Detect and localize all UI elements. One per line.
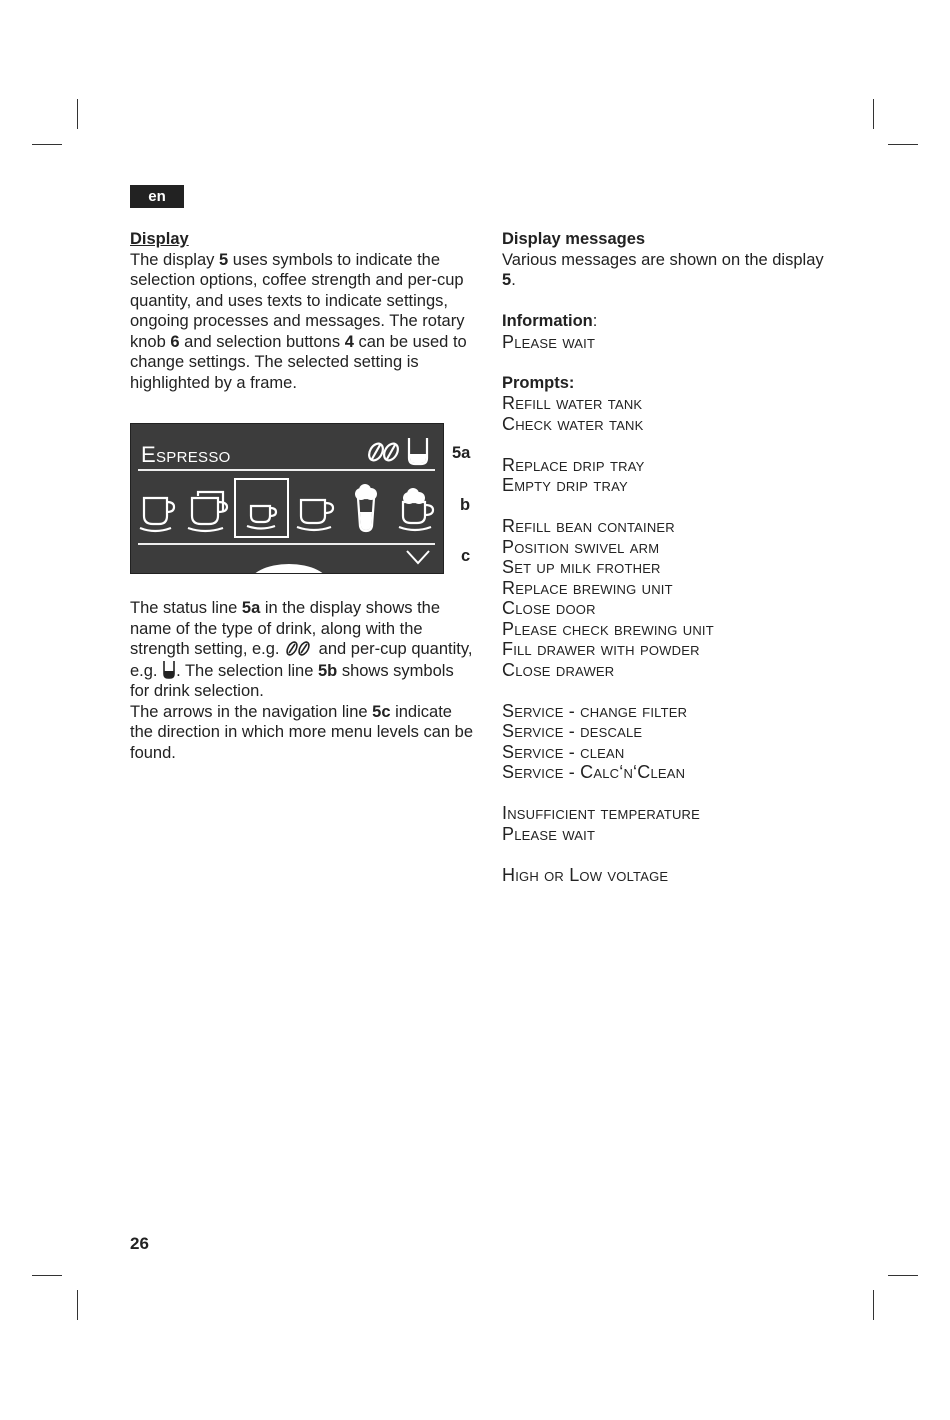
message-item: Service - change filter xyxy=(502,700,688,721)
rotary-knob xyxy=(249,564,329,574)
prompts-heading: Prompts: xyxy=(502,373,575,392)
chevron-down-icon xyxy=(405,548,431,566)
coffee-cup-icon xyxy=(297,500,333,530)
crop-mark xyxy=(32,144,62,145)
selection-line xyxy=(131,476,443,540)
left-column xyxy=(130,229,475,393)
message-item: Set up milk frother xyxy=(502,557,661,577)
prompts-list xyxy=(502,393,832,885)
section-title-display: Display xyxy=(130,230,189,248)
navigation-line-description: The arrows in the navigation line 5c indicate the direction in which more menu levels can be found. xyxy=(130,702,474,762)
message-item: Position swivel arm xyxy=(502,536,660,557)
message-item: Service - Calc‘n‘Clean xyxy=(502,762,686,782)
cup-quantity-icon xyxy=(162,660,176,679)
crop-mark xyxy=(873,1290,874,1320)
display-messages-intro: Various messages are shown on the display 5. xyxy=(502,250,824,289)
language-tag: en xyxy=(130,185,184,208)
message-item: Replace brewing unit xyxy=(502,577,673,598)
crop-mark xyxy=(77,99,78,129)
status-icons xyxy=(367,436,429,468)
small-cup-icon xyxy=(247,506,276,529)
message-item: Service - clean xyxy=(502,741,625,762)
latte-macchiato-icon xyxy=(355,484,377,531)
cup-quantity-icon xyxy=(409,438,427,464)
coffee-beans-icon xyxy=(367,441,401,463)
figure-label-5a: 5a xyxy=(452,444,471,462)
right-column xyxy=(502,229,832,885)
message-item: Please wait xyxy=(502,331,596,352)
message-item: High or Low voltage xyxy=(502,864,669,885)
message-item: Check water tank xyxy=(502,413,644,434)
double-cup-icon xyxy=(188,492,227,531)
information-list xyxy=(502,332,832,353)
crop-mark xyxy=(32,1275,62,1276)
message-item: Close door xyxy=(502,598,596,618)
message-item: Refill water tank xyxy=(502,393,643,413)
message-item: Please wait xyxy=(502,823,596,844)
crop-mark xyxy=(888,1275,918,1276)
navigation-line xyxy=(138,543,435,545)
figure-label-c: c xyxy=(461,547,471,565)
message-item: Empty drip tray xyxy=(502,475,628,495)
coffee-beans-icon xyxy=(284,640,314,657)
information-heading: Information: xyxy=(502,312,598,330)
crop-mark xyxy=(873,99,874,129)
message-item: Insufficient temperature xyxy=(502,803,701,823)
display-illustration xyxy=(130,423,444,574)
crop-mark xyxy=(77,1290,78,1320)
crop-mark xyxy=(888,144,918,145)
message-item: Refill bean container xyxy=(502,516,675,536)
section-title-display-messages: Display messages xyxy=(502,230,646,248)
figure-label-b: b xyxy=(460,496,471,514)
page-number: 26 xyxy=(130,1234,149,1253)
status-line-description: The status line 5a in the display shows the name of the type of drink, along with the strength setting, e.g. and per-cup quantity, e.g. . The selection line 5b shows symbols for drink selection. xyxy=(130,599,473,700)
drink-name: Espresso xyxy=(141,442,231,467)
left-column-lower xyxy=(130,598,475,763)
cappuccino-icon xyxy=(399,488,433,530)
espresso-cup-icon xyxy=(140,498,174,531)
message-item: Fill drawer with powder xyxy=(502,639,700,659)
message-item: Service - descale xyxy=(502,721,643,741)
status-line xyxy=(138,469,435,471)
message-item: Please check brewing unit xyxy=(502,618,714,639)
message-item: Replace drip tray xyxy=(502,454,645,475)
display-intro: The display 5 uses symbols to indicate the selection options, coffee strength and per-cup quantity, and uses texts to indicate settings, ongoing processes and messages. The rotary knob 6 and selection buttons 4 can be used to change settings. The selected setting is highlighted by a frame. xyxy=(130,250,467,392)
message-item: Close drawer xyxy=(502,659,615,680)
